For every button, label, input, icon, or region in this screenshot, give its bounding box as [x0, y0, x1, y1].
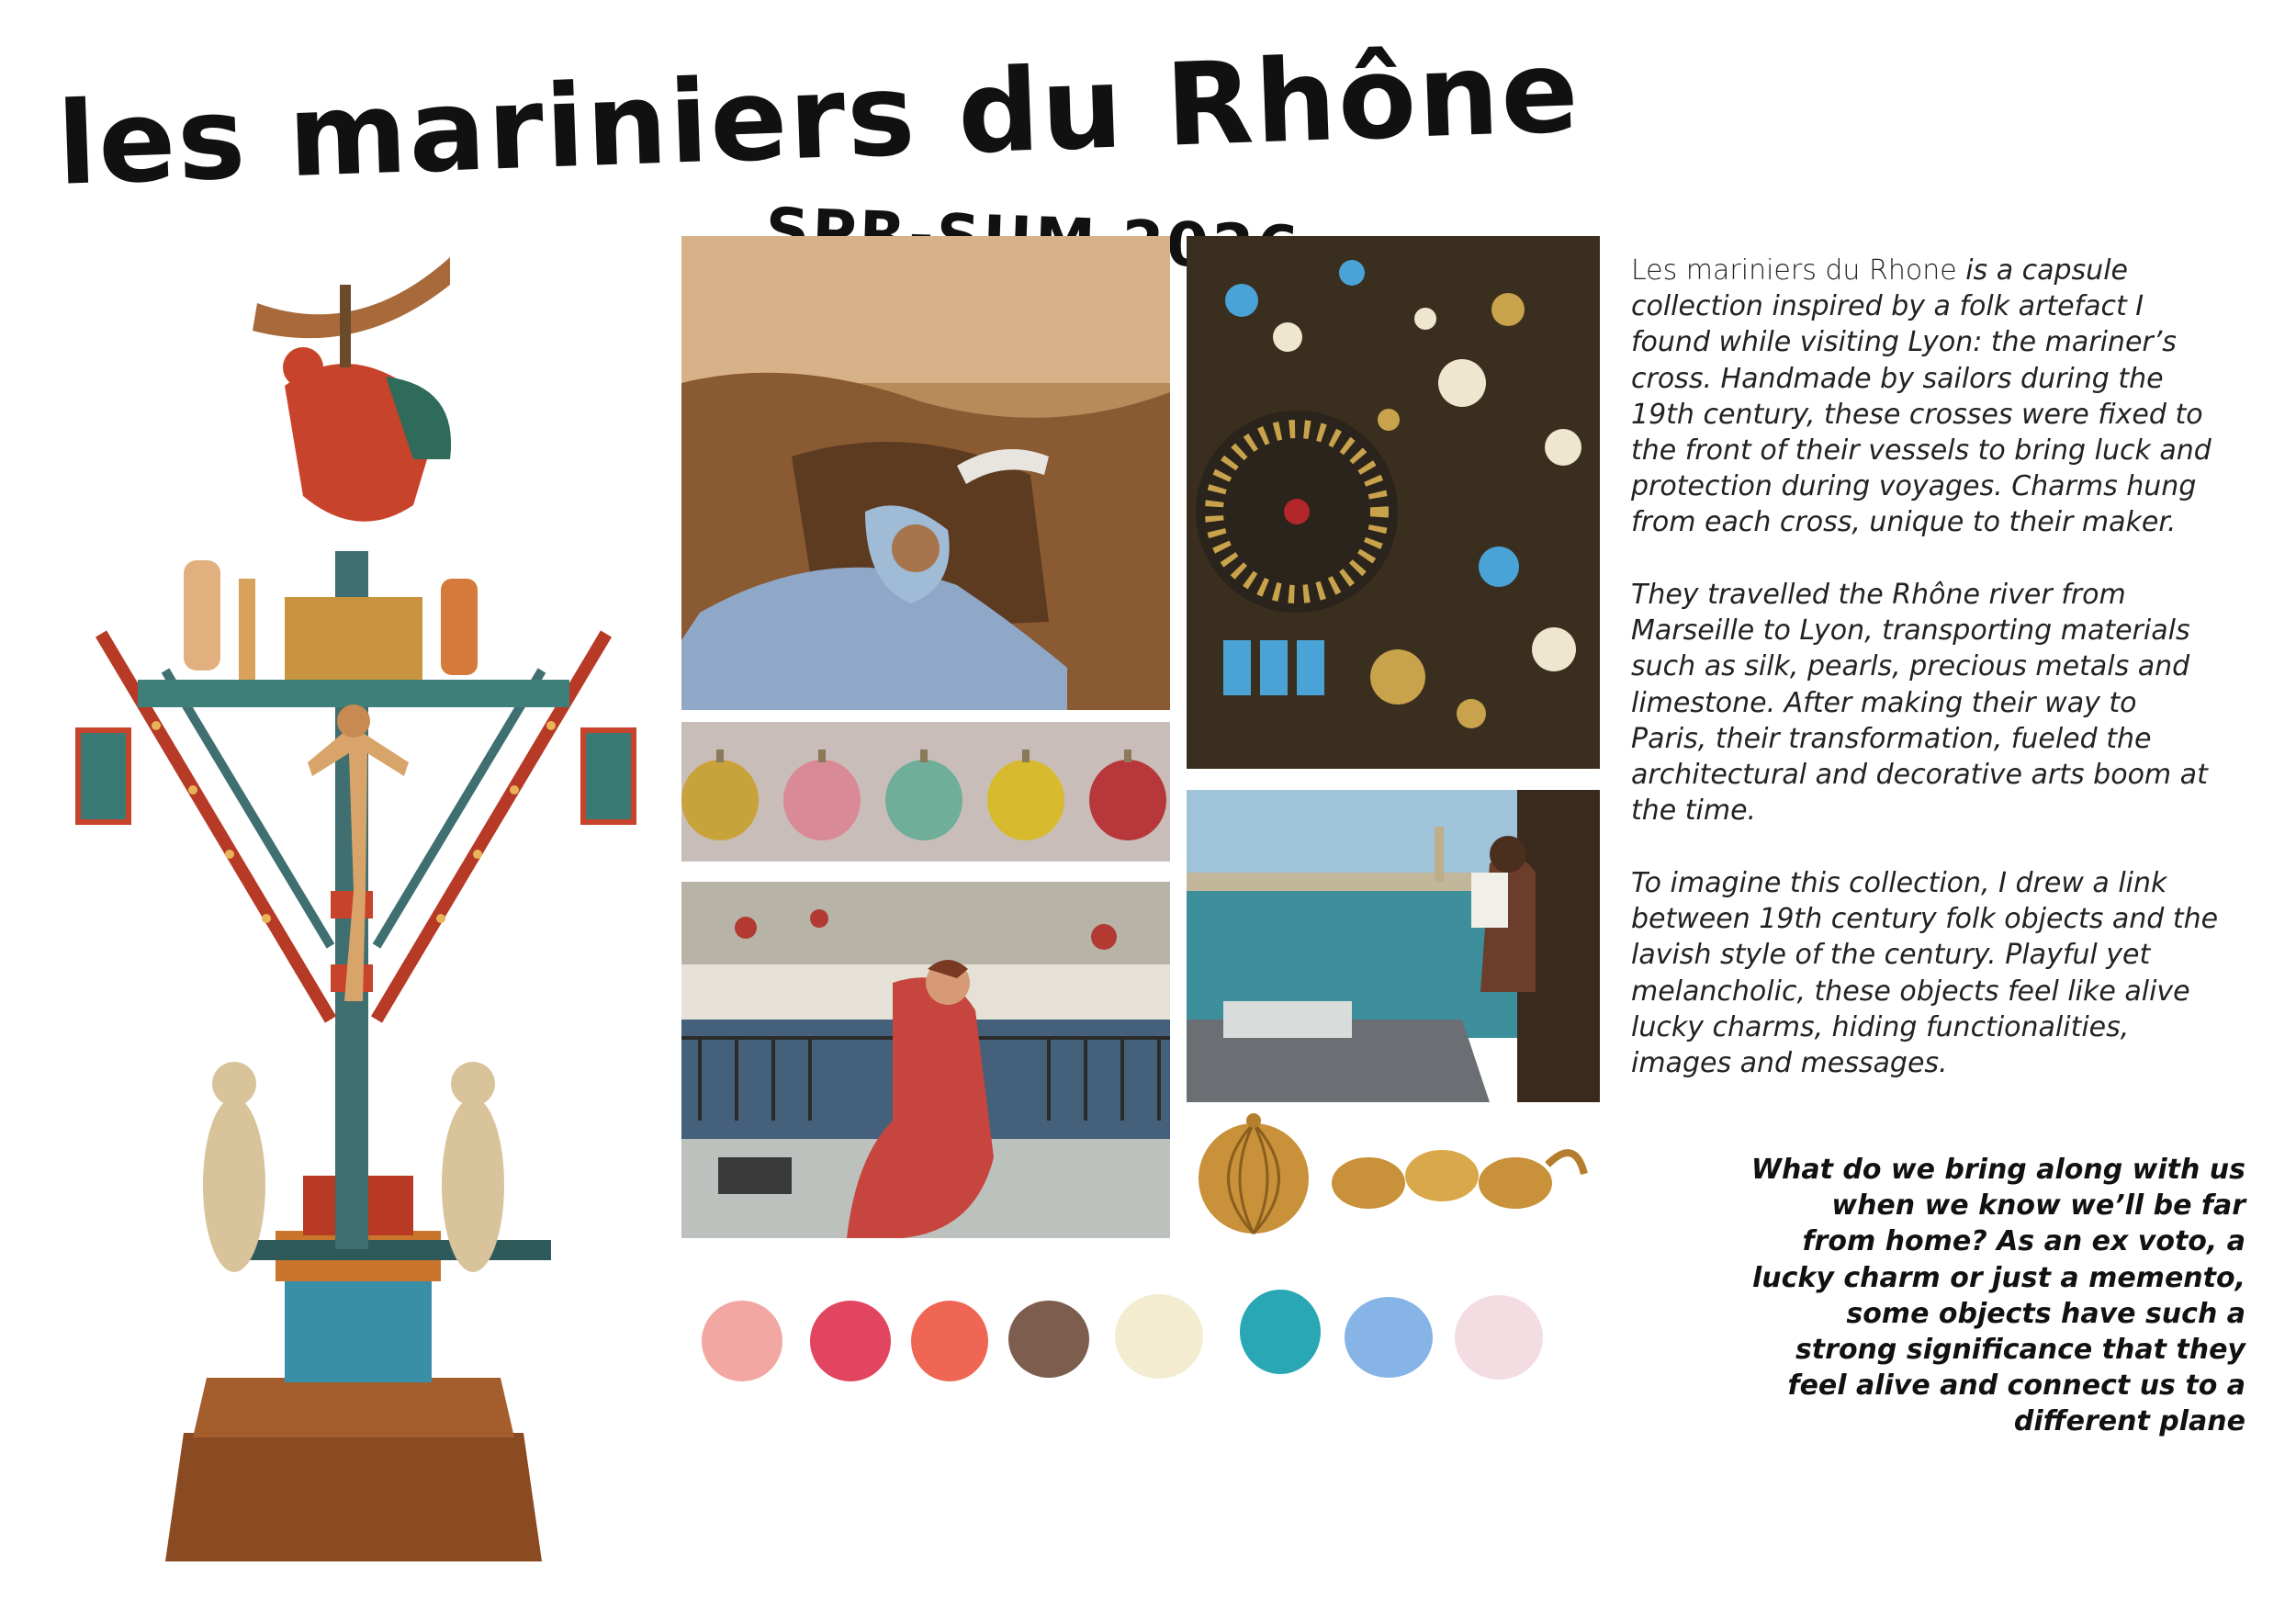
paragraph-text: To imagine this collection, I drew a link between 19th century folk objects and the lavish style of the century. Playful yet melancholic, these objects feel like alive lucky charms, hiding functionalities, images and messages.: [1631, 867, 2219, 1080]
page-title: les mariniers du Rhône: [55, 26, 1582, 211]
palette-swatch: [808, 1297, 893, 1385]
paragraph-text: They travelled the Rhône river from Marseille to Lyon, transporting materials such as silk, pearls, precious metals and limestone. After making their way to Paris, their transformation, fueled the architectural and decorative arts boom at the time.: [1631, 579, 2208, 828]
paragraph-text: is a capsule collection inspired by a folk artefact I found while visiting Lyon: the mariner’s cross. Handmade by sailors during the 19th century, these crosses were fixed to the front of their vessels to bring luck and protection during voyages. Charms hung from each cross, unique to their maker.: [1631, 254, 2212, 539]
description-paragraph-3: [1631, 865, 2219, 1081]
jewellery-photo: [1187, 236, 1600, 769]
closing-quote: What do we bring along with us when we know we’ll be far from home? As an ex voto, a lucky charm or just a memento, some objects have such a strong significance that they feel alive and connect us to a different plane: [1750, 1154, 2245, 1438]
terrace-photo: [681, 882, 1170, 1238]
mariners-cross-image: [55, 248, 652, 1571]
palette-swatch: [1343, 1293, 1427, 1381]
season-subtitle: SPR-SUM: [764, 195, 1099, 277]
palette-swatch: [1453, 1290, 1537, 1378]
lockets-photo: [1189, 1110, 1598, 1238]
palette-swatch: [907, 1297, 992, 1385]
palette-swatch: [1007, 1295, 1091, 1383]
description-paragraph-1: [1631, 253, 2219, 541]
palette-swatch: [1113, 1291, 1198, 1379]
venice-window-photo: [1187, 790, 1600, 1102]
palette-swatch: [1238, 1288, 1322, 1376]
collection-name: Les mariniers du Rhone: [1631, 254, 1957, 287]
sand-photo: [681, 236, 1170, 710]
palette-swatch: [700, 1297, 784, 1385]
mariners-cross-illustration: [55, 248, 652, 1571]
description-paragraph-2: [1631, 577, 2219, 828]
bottles-photo: [681, 722, 1170, 862]
